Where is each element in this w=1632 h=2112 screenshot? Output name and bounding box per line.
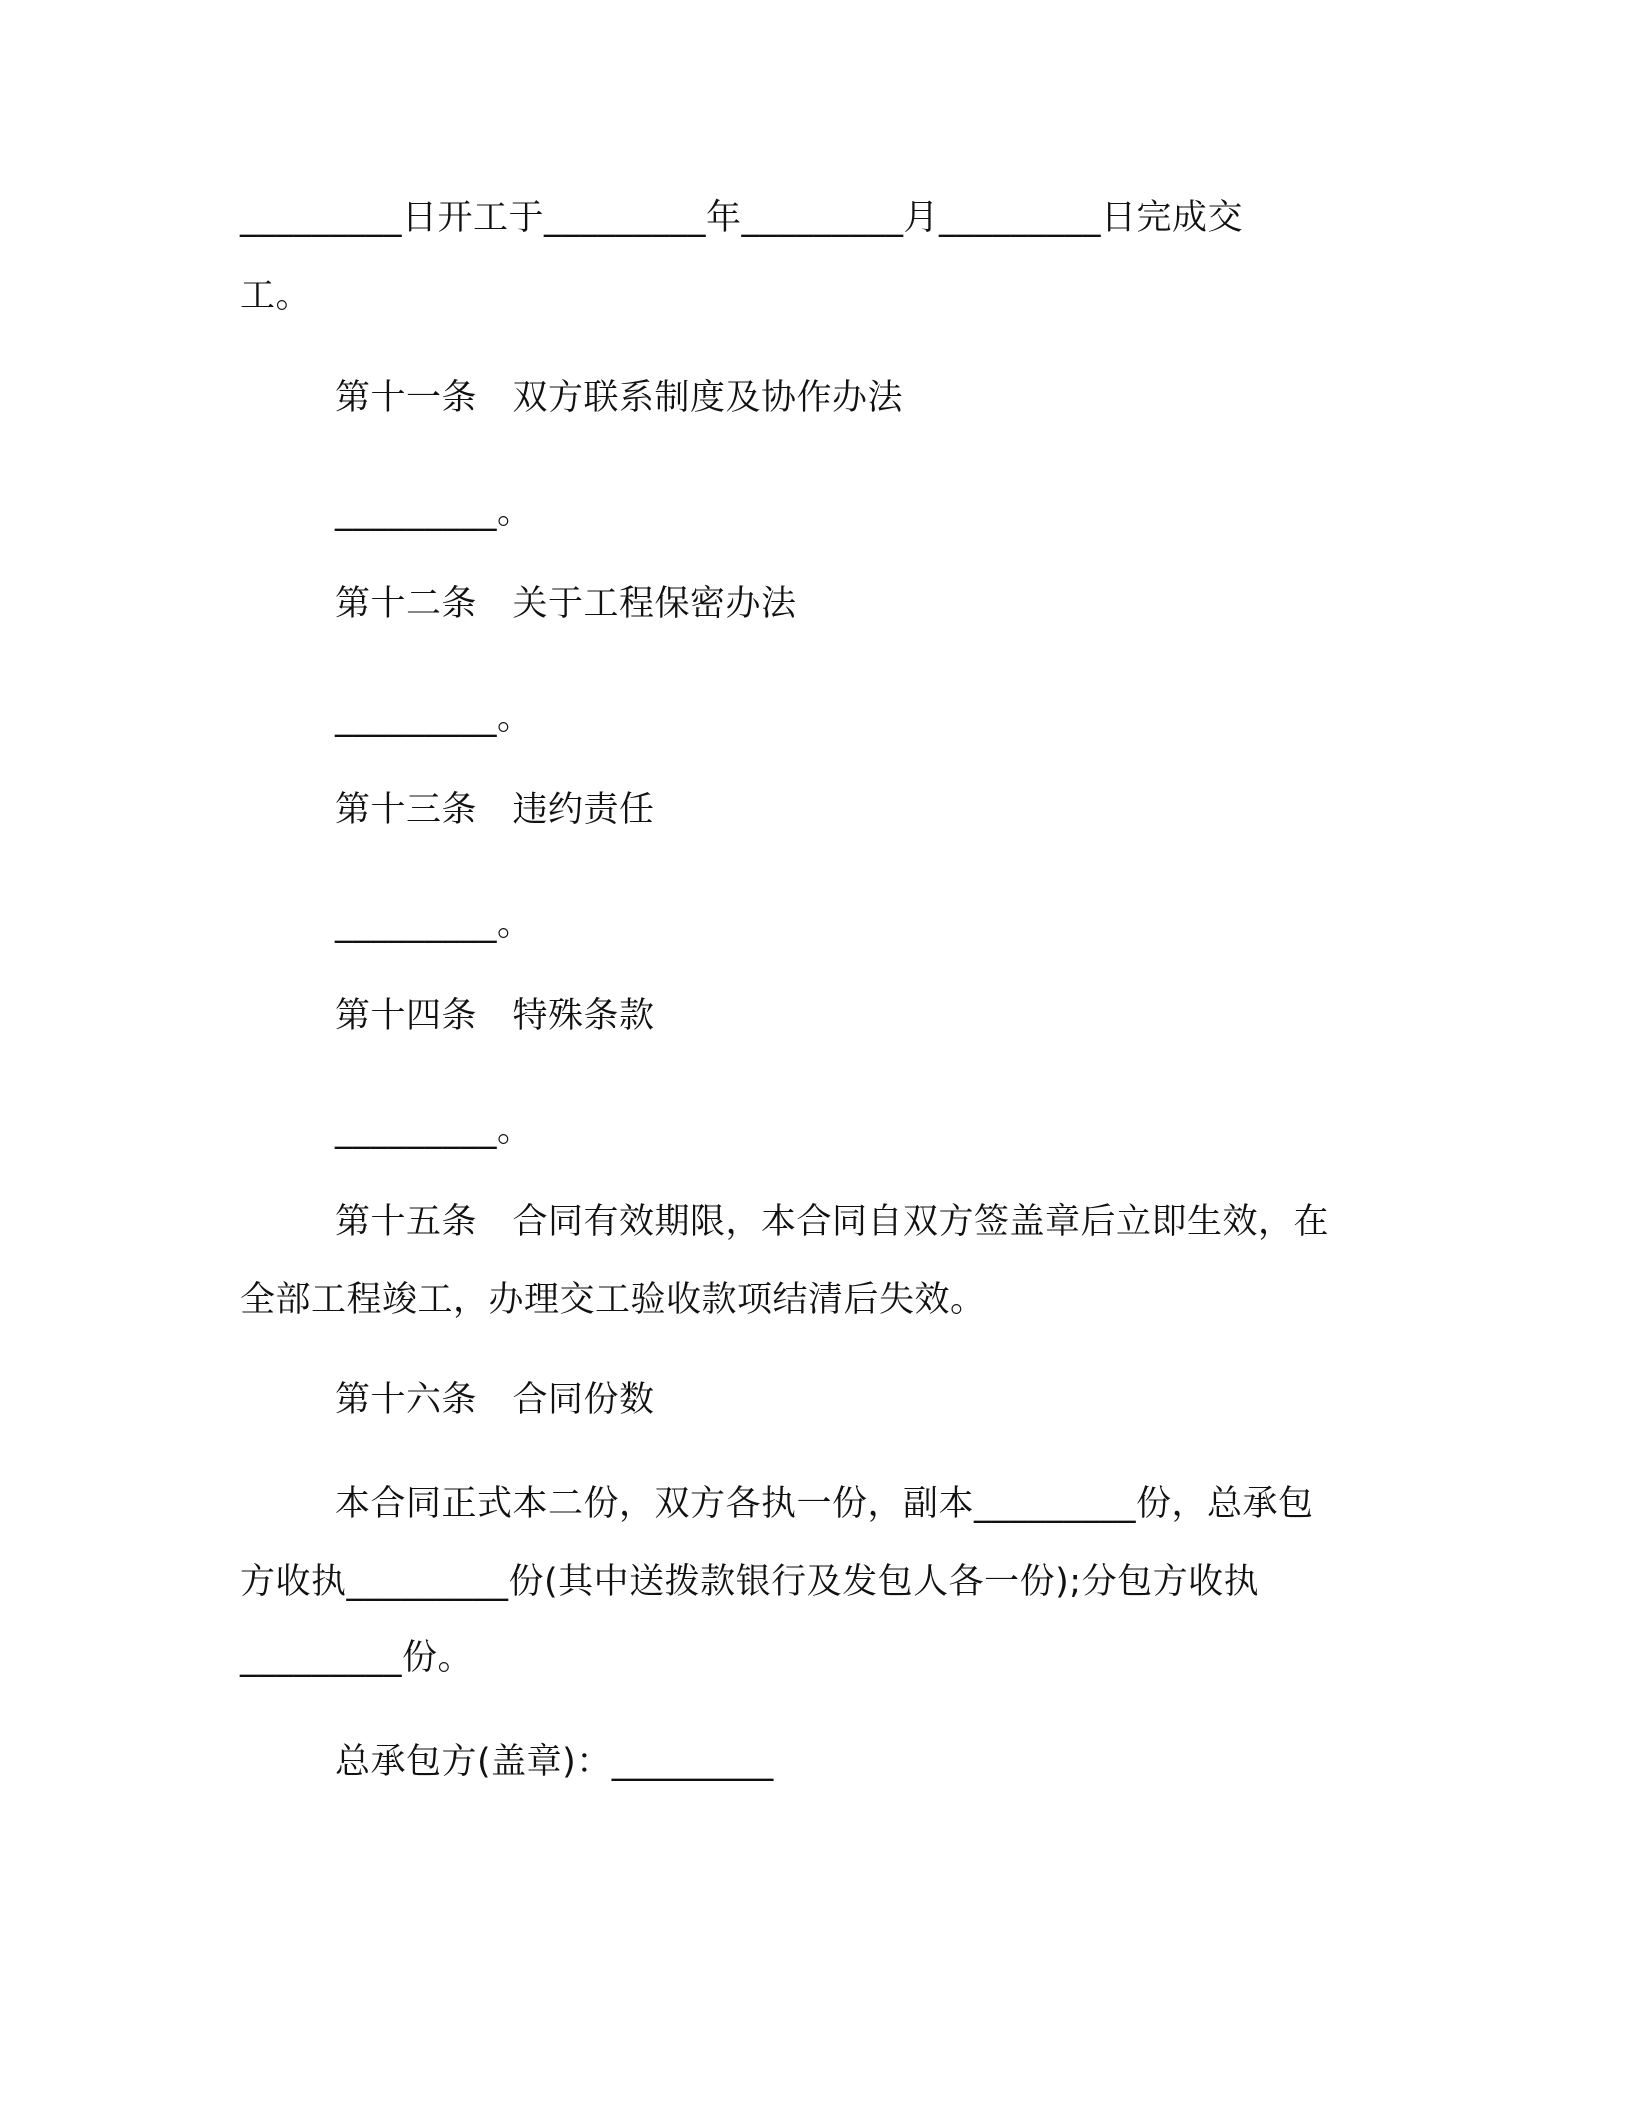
copies-paragraph-line-3: _________份。 [240,1638,474,1678]
article-12-heading: 第十二条 关于工程保密办法 [335,584,797,624]
article-12-blank: _________。 [335,698,533,738]
article-13-blank: _________。 [335,904,533,944]
article-14-heading: 第十四条 特殊条款 [335,996,655,1036]
general-contractor-seal-line: 总承包方(盖章)：_________ [335,1742,774,1782]
article-11-heading: 第十一条 双方联系制度及协作办法 [335,378,904,418]
copies-paragraph-line-2: 方收执_________份(其中送拨款银行及发包人各一份);分包方收执 [240,1562,1260,1602]
article-14-blank: _________。 [335,1110,533,1150]
article-15-text: 第十五条 合同有效期限，本合同自双方签盖章后立即生效，在 [335,1202,1330,1242]
article-16-heading: 第十六条 合同份数 [335,1380,655,1420]
completion-date-line: _________日开工于_________年_________月_________日完成交 [240,198,1244,238]
article-11-blank: _________。 [335,492,533,532]
article-13-heading: 第十三条 违约责任 [335,790,655,830]
article-15-text-continued: 全部工程竣工，办理交工验收款项结清后失效。 [240,1280,986,1320]
copies-paragraph-line-1: 本合同正式本二份，双方各执一份，副本_________份，总承包 [335,1484,1314,1524]
completion-date-line-end: 工。 [240,276,312,316]
